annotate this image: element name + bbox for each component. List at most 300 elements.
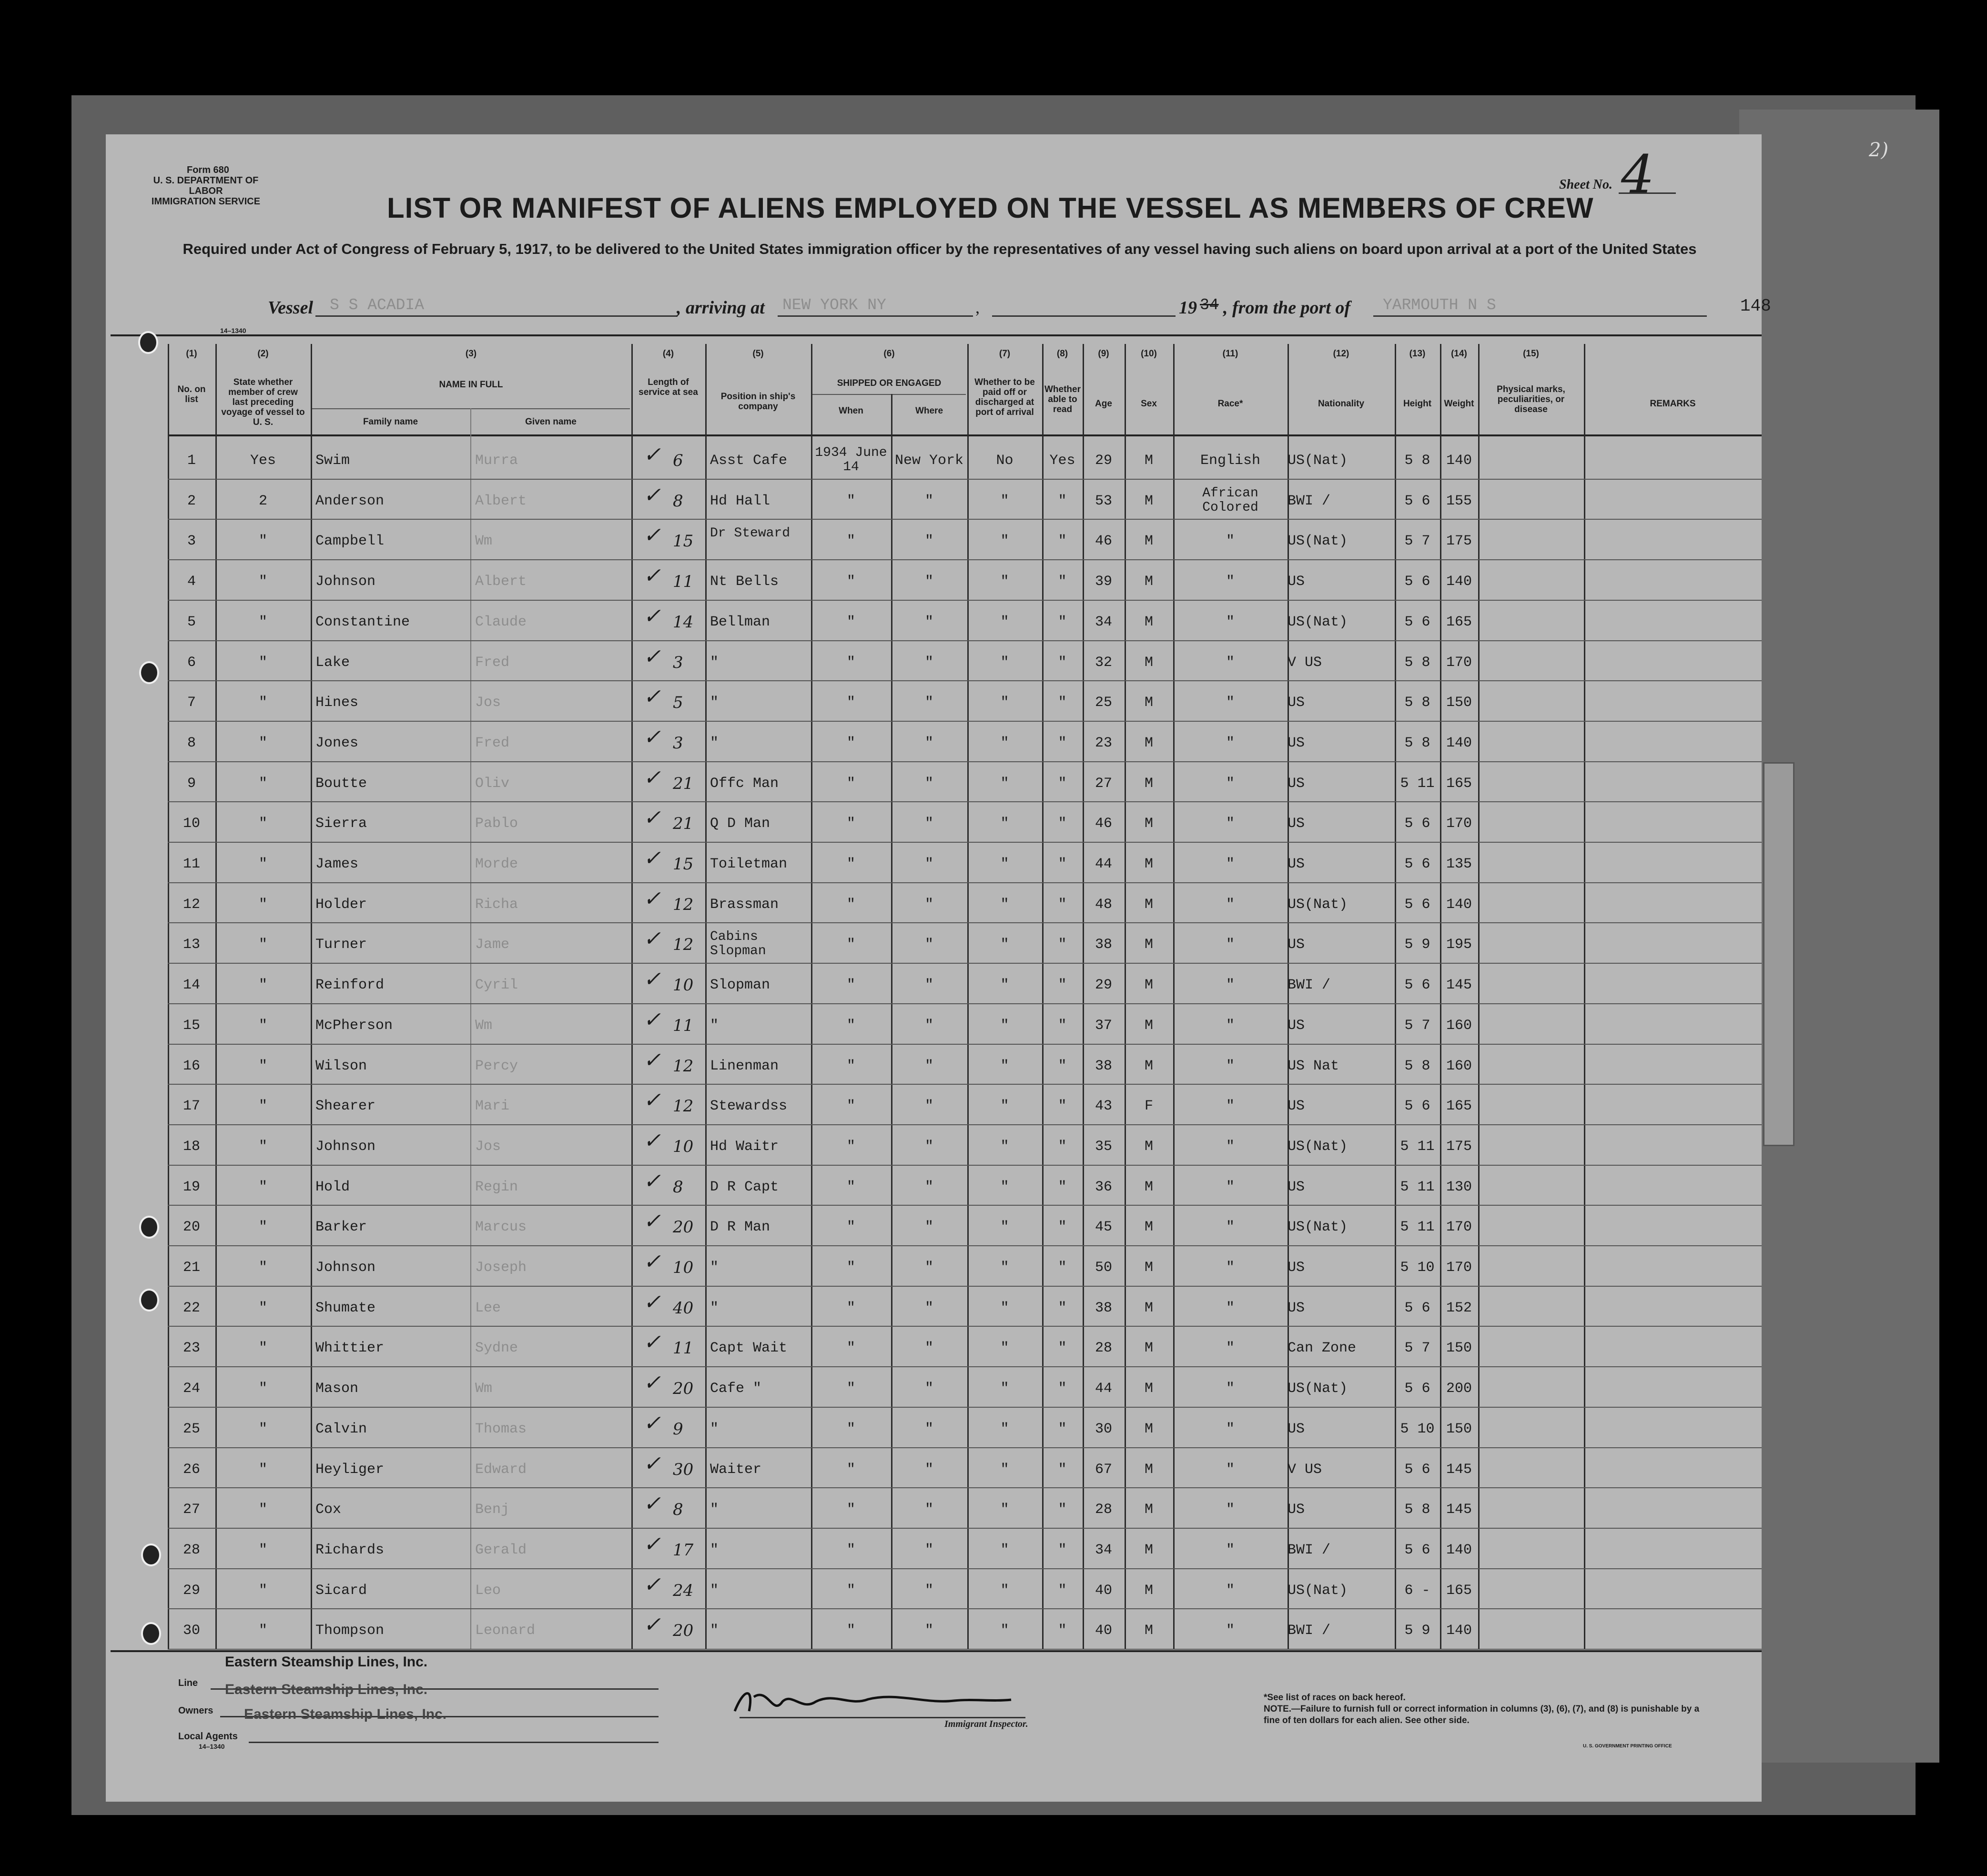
row-9-where: " <box>924 775 933 792</box>
row-13-state: " <box>258 937 267 953</box>
row-30-height: 5 9 <box>1404 1623 1430 1639</box>
row-11-position: Toiletman <box>710 856 788 872</box>
row-21-sex: M <box>1144 1260 1153 1276</box>
row-27-read: " <box>1058 1502 1067 1518</box>
row-29-given: Leo <box>475 1582 501 1599</box>
row-9-height: 5 11 <box>1400 775 1435 792</box>
row-22-no: 22 <box>182 1300 200 1316</box>
col-header-no: No. on list <box>177 384 206 404</box>
row-21-when: " <box>846 1260 855 1276</box>
row-19-state: " <box>258 1179 267 1195</box>
row-1-nationality: US(Nat) <box>1287 453 1348 469</box>
row-12-nationality: US(Nat) <box>1287 896 1348 913</box>
row-24-when: " <box>846 1381 855 1397</box>
row-28-when: " <box>846 1542 855 1558</box>
row-29-race: " <box>1226 1582 1235 1599</box>
row-18-no: 18 <box>182 1138 200 1155</box>
row-4-given: Albert <box>475 574 527 590</box>
row-10-sex: M <box>1144 816 1153 832</box>
row-24-age: 44 <box>1095 1381 1112 1397</box>
col-num-5: (5) <box>752 349 764 359</box>
row-3-no: 3 <box>187 533 196 550</box>
bottom-form-code: 14–1340 <box>199 1743 225 1750</box>
row-26-race: " <box>1226 1461 1235 1478</box>
row-15-length: 11 <box>673 1016 694 1035</box>
row-18-given: Jos <box>475 1138 501 1155</box>
row-29-where: " <box>924 1582 933 1599</box>
row-8-state: " <box>258 735 267 751</box>
row-20-age: 45 <box>1095 1219 1112 1236</box>
row-9-race: " <box>1226 775 1235 792</box>
row-11-paid: " <box>1000 856 1009 872</box>
row-3-height: 5 7 <box>1404 533 1430 550</box>
row-11-height: 5 6 <box>1404 856 1430 872</box>
manifest-sheet: Form 680 U. S. DEPARTMENT OF LABOR IMMIGRATION SERVICE LIST OR MANIFEST OF ALIENS EMPLOYED ON THE VESSEL AS MEMBERS OF CREW Sheet No. 4 2) Required under Act of Congress of February 5, 1917, to be delivered to the United States immigration officer by the representatives of any vessel having such aliens on board upon arrival at a port of the United States Vessel S S ACADIA , arriving at NEW YORK NY , 19 34 , from the port of YARMOUTH N S 148 14–1340 (1) (2) (3) (4) (5) (6) (7) (8) (9) (10) (11) (12) (13) (14) (15) No. on list State whether member of crew last preceding voyage of vessel to U. S. NAME IN FULL Family name Given name Length of service at sea Position in ship's company SHIPPED OR ENGAGED When Where Whether to be paid off or discharged at port of arrival Whether able to read Age Sex Race* Nationality Height Weight Physical marks, peculiarities, or disease REMARKS 1 Yes Swim Murra 6 Asst Cafe 1934 June 14 New York No Yes 29 M English US(Nat) 5 8 140 ✓ 2 2 Anderson Albert 8 Hd Hall " " " " 53 M African Colored BWI / 5 6 155 ✓ 3 " Campbell Wm 15 Dr Steward " " " " 46 M " US(Nat) 5 7 175 ✓ 4 " Johnson Albert 11 Nt Bells " " " " 39 M " US 5 6 140 ✓ 5 " Constantine Claude 14 Bellman " " " " 34 M " US(Nat) 5 6 165 ✓ 6 " Lake Fred 3 " " " " " 32 M " V US 5 8 170 ✓ 7 " Hines Jos 5 " " " " " 25 M " US 5 8 150 ✓ 8 " Jones Fred 3 " " " " " 23 M " US 5 8 140 ✓ 9 " Boutte Oliv 21 Offc Man " " " " 27 M " US 5 11 165 ✓ 10 " Sierra Pablo 21 Q D Man " " " " 46 M " US 5 6 170 ✓ 11 " James Morde 15 Toiletman " " " " 44 M " US 5 6 135 ✓ 12 " Holder Richa 12 Brassman " " " " 48 M " US(Nat) 5 6 140 ✓ 13 " Turner Jame 12 Cabins Slopman " " " " 38 M " US 5 9 195 ✓ 14 " Reinford Cyril 10 Slopman " " " " 29 M " BWI / 5 6 145 ✓ 15 " McPherson Wm 11 " " " " " 37 M " US 5 7 160 ✓ 16 " Wilson Percy 12 Linenman " " " " 38 M " US Nat 5 8 160 ✓ 17 " Shearer Mari 12 Stewardss " " " " 43 F " US 5 6 165 ✓ 18 " Johnson Jos 10 Hd Waitr " " " " 35 M " US(Nat) 5 11 175 ✓ 19 " Hold Regin 8 D R Capt " " " " 36 M " US 5 11 130 ✓ 20 " Barker Marcus 20 D R Man " " " " 45 M " US(Nat) 5 11 170 ✓ 21 " Johnson Joseph 10 " " " " " 50 M " US 5 10 170 ✓ 22 " Shumate Lee 40 " " " " " 38 M " US 5 6 152 ✓ 23 " Whittier Sydne 11 Capt Wait " " " " 28 M " Can Zone 5 7 150 ✓ 24 " Mason Wm 20 Cafe " " " " " 44 M " US(Nat) 5 6 200 ✓ 25 " Calvin Thomas 9 " " " " " 30 M " US 5 10 150 ✓ 26 " Heyliger Edward 30 Waiter " " " " 67 M " V US 5 6 145 ✓ 27 " Cox Benj 8 " " " " " 28 M " US 5 8 145 ✓ 28 " Richards Gerald 17 " " " " " 34 M " BWI / 5 6 140 ✓ 29 " Sicard Leo 24 " " " " " 40 M " US(Nat) 6 - 165 ✓ 30 " Thompson Leonard 20 " " " " " 40 M " BWI / 5 9 140 ✓ Eastern Steamship Lines, Inc. Line Eastern Steamship Lines, Inc. Owners Eastern Steamship Lines, Inc. Local Agents 14–1340 Immigrant Inspector. *See list of races on back hereof. NOTE.—Failure to furnish full or correct information in columns (3), (6), (7), and (8) is punishable by a fine of ten dollars for each alien. See other side. U. S. GOVERNMENT PRINTING OFFICE <box>106 134 1762 1802</box>
row-18-length: 10 <box>673 1137 694 1156</box>
row-4-position: Nt Bells <box>710 574 779 590</box>
row-24-nationality: US(Nat) <box>1287 1381 1348 1397</box>
row-8-no: 8 <box>187 735 196 751</box>
row-16-family: Wilson <box>315 1058 367 1074</box>
row-1-where: New York <box>894 453 964 469</box>
row-9-state: " <box>258 775 267 792</box>
col-header-when: When <box>839 406 863 416</box>
row-1-family: Swim <box>315 453 350 469</box>
row-12-read: " <box>1058 896 1067 913</box>
corner-mark: 2) <box>1869 139 1889 161</box>
row-28-no: 28 <box>182 1542 200 1558</box>
row-14-read: " <box>1058 977 1067 994</box>
row-29-sex: M <box>1144 1582 1153 1599</box>
row-1-state: Yes <box>250 453 276 469</box>
row-11-read: " <box>1058 856 1067 872</box>
row-30-paid: " <box>1000 1623 1009 1639</box>
row-30-nationality: BWI / <box>1287 1623 1331 1639</box>
row-25-paid: " <box>1000 1421 1009 1437</box>
row-15-height: 5 7 <box>1404 1017 1430 1034</box>
row-11-nationality: US <box>1287 856 1305 872</box>
row-16-length: 12 <box>673 1056 694 1076</box>
row-24-height: 5 6 <box>1404 1381 1430 1397</box>
col-num-13: (13) <box>1409 349 1426 359</box>
row-13-height: 5 9 <box>1404 937 1430 953</box>
owners-label: Owners <box>178 1705 213 1716</box>
row-1-length: 6 <box>673 451 683 470</box>
row-29-read: " <box>1058 1582 1067 1599</box>
row-19-read: " <box>1058 1179 1067 1195</box>
row-18-paid: " <box>1000 1138 1009 1155</box>
check-mark: ✓ <box>643 1492 661 1516</box>
row-16-position: Linenman <box>710 1058 779 1074</box>
background-tab <box>1763 762 1794 1146</box>
row-21-nationality: US <box>1287 1260 1305 1276</box>
row-29-length: 24 <box>673 1581 694 1600</box>
row-8-height: 5 8 <box>1404 735 1430 751</box>
row-24-read: " <box>1058 1381 1067 1397</box>
row-19-height: 5 11 <box>1400 1179 1435 1195</box>
row-5-weight: 165 <box>1446 614 1472 630</box>
line-label: Line <box>178 1678 198 1688</box>
row-1-when: 1934 June 14 <box>815 445 887 474</box>
row-12-state: " <box>258 896 267 913</box>
binder-hole <box>138 331 158 354</box>
row-2-where: " <box>924 493 933 509</box>
check-mark: ✓ <box>643 1330 661 1355</box>
row-3-read: " <box>1058 533 1067 550</box>
row-22-where: " <box>924 1300 933 1316</box>
row-2-when: " <box>846 493 855 509</box>
row-22-when: " <box>846 1300 855 1316</box>
check-mark: ✓ <box>643 1613 661 1637</box>
row-20-weight: 170 <box>1446 1219 1472 1236</box>
row-29-family: Sicard <box>315 1582 367 1599</box>
col-header-family: Family name <box>363 417 418 427</box>
row-15-age: 37 <box>1095 1017 1112 1034</box>
row-4-where: " <box>924 574 933 590</box>
row-10-age: 46 <box>1095 816 1112 832</box>
row-29-paid: " <box>1000 1582 1009 1599</box>
row-3-given: Wm <box>475 533 493 550</box>
row-23-nationality: Can Zone <box>1287 1340 1357 1357</box>
row-28-sex: M <box>1144 1542 1153 1558</box>
check-mark: ✓ <box>643 1048 661 1072</box>
row-19-length: 8 <box>673 1177 683 1197</box>
row-28-family: Richards <box>315 1542 385 1558</box>
row-23-paid: " <box>1000 1340 1009 1357</box>
row-20-position: D R Man <box>710 1219 770 1236</box>
row-23-age: 28 <box>1095 1340 1112 1357</box>
row-1-sex: M <box>1144 453 1153 469</box>
row-27-paid: " <box>1000 1502 1009 1518</box>
check-mark: ✓ <box>643 886 661 911</box>
form-number: Form 680 <box>187 165 229 175</box>
row-4-when: " <box>846 574 855 590</box>
row-28-nationality: BWI / <box>1287 1542 1331 1558</box>
row-13-length: 12 <box>673 935 694 955</box>
row-15-position: " <box>710 1017 719 1034</box>
row-26-age: 67 <box>1095 1461 1112 1478</box>
row-2-height: 5 6 <box>1404 493 1430 509</box>
row-1-height: 5 8 <box>1404 453 1430 469</box>
row-9-sex: M <box>1144 775 1153 792</box>
row-13-no: 13 <box>182 937 200 953</box>
binder-hole <box>139 1289 159 1311</box>
row-13-when: " <box>846 937 855 953</box>
row-13-where: " <box>924 937 933 953</box>
row-20-race: " <box>1226 1219 1235 1236</box>
row-17-when: " <box>846 1098 855 1115</box>
check-mark: ✓ <box>643 443 661 467</box>
row-15-weight: 160 <box>1446 1017 1472 1034</box>
row-7-weight: 150 <box>1446 695 1472 711</box>
row-30-weight: 140 <box>1446 1623 1472 1639</box>
row-27-given: Benj <box>475 1502 510 1518</box>
check-mark: ✓ <box>643 846 661 870</box>
row-4-age: 39 <box>1095 574 1112 590</box>
row-1-weight: 140 <box>1446 453 1472 469</box>
row-27-sex: M <box>1144 1502 1153 1518</box>
row-16-given: Percy <box>475 1058 518 1074</box>
check-mark: ✓ <box>643 927 661 951</box>
row-11-sex: M <box>1144 856 1153 872</box>
row-4-family: Johnson <box>315 574 376 590</box>
row-14-age: 29 <box>1095 977 1112 994</box>
row-25-no: 25 <box>182 1421 200 1437</box>
row-29-age: 40 <box>1095 1582 1112 1599</box>
row-19-where: " <box>924 1179 933 1195</box>
row-25-given: Thomas <box>475 1421 527 1437</box>
row-17-family: Shearer <box>315 1098 376 1115</box>
row-2-state: 2 <box>258 493 267 509</box>
col-num-3: (3) <box>465 349 477 359</box>
row-6-position: " <box>710 654 719 671</box>
row-17-age: 43 <box>1095 1098 1112 1115</box>
row-27-state: " <box>258 1502 267 1518</box>
row-18-state: " <box>258 1138 267 1155</box>
arriving-label: , arriving at <box>677 298 765 318</box>
check-mark: ✓ <box>643 1250 661 1274</box>
row-12-no: 12 <box>182 896 200 913</box>
row-23-length: 11 <box>673 1339 694 1358</box>
row-28-position: " <box>710 1542 719 1558</box>
col-num-11: (11) <box>1222 349 1238 359</box>
row-24-position: Cafe " <box>710 1381 762 1397</box>
row-17-sex: F <box>1144 1098 1153 1115</box>
row-17-no: 17 <box>182 1098 200 1115</box>
check-mark: ✓ <box>643 1209 661 1234</box>
row-25-length: 9 <box>673 1419 683 1439</box>
row-4-nationality: US <box>1287 574 1305 590</box>
row-6-where: " <box>924 654 933 671</box>
row-14-state: " <box>258 977 267 994</box>
row-11-given: Morde <box>475 856 518 872</box>
row-15-family: McPherson <box>315 1017 393 1034</box>
row-8-nationality: US <box>1287 735 1305 751</box>
row-27-nationality: US <box>1287 1502 1305 1518</box>
row-6-given: Fred <box>475 654 510 671</box>
row-24-paid: " <box>1000 1381 1009 1397</box>
form-id-block <box>144 165 268 207</box>
binder-hole <box>141 1543 161 1566</box>
row-21-no: 21 <box>182 1260 200 1276</box>
row-10-nationality: US <box>1287 816 1305 832</box>
row-30-age: 40 <box>1095 1623 1112 1639</box>
row-17-where: " <box>924 1098 933 1115</box>
row-8-when: " <box>846 735 855 751</box>
row-14-family: Reinford <box>315 977 385 994</box>
row-4-read: " <box>1058 574 1067 590</box>
col-header-given: Given name <box>525 417 577 427</box>
row-7-where: " <box>924 695 933 711</box>
vessel-label: Vessel <box>268 298 313 318</box>
row-1-given: Murra <box>475 453 518 469</box>
row-8-family: Jones <box>315 735 359 751</box>
check-mark: ✓ <box>643 1572 661 1597</box>
row-22-age: 38 <box>1095 1300 1112 1316</box>
row-19-no: 19 <box>182 1179 200 1195</box>
row-21-given: Joseph <box>475 1260 527 1276</box>
vessel-name: S S ACADIA <box>330 296 425 314</box>
row-26-given: Edward <box>475 1461 527 1478</box>
row-16-weight: 160 <box>1446 1058 1472 1074</box>
row-2-position: Hd Hall <box>710 493 770 509</box>
row-9-paid: " <box>1000 775 1009 792</box>
row-18-age: 35 <box>1095 1138 1112 1155</box>
row-19-when: " <box>846 1179 855 1195</box>
row-14-nationality: BWI / <box>1287 977 1331 994</box>
row-6-family: Lake <box>315 654 350 671</box>
row-22-family: Shumate <box>315 1300 376 1316</box>
row-5-where: " <box>924 614 933 630</box>
row-6-sex: M <box>1144 654 1153 671</box>
row-28-state: " <box>258 1542 267 1558</box>
row-7-race: " <box>1226 695 1235 711</box>
arriving-port: NEW YORK NY <box>782 296 886 314</box>
row-21-length: 10 <box>673 1258 694 1277</box>
row-11-race: " <box>1226 856 1235 872</box>
row-16-nationality: US Nat <box>1287 1058 1339 1074</box>
row-5-read: " <box>1058 614 1067 630</box>
row-8-where: " <box>924 735 933 751</box>
row-26-no: 26 <box>182 1461 200 1478</box>
check-mark: ✓ <box>643 1411 661 1435</box>
row-24-where: " <box>924 1381 933 1397</box>
col-header-read: Whether able to read <box>1044 384 1081 414</box>
row-11-family: James <box>315 856 359 872</box>
row-3-family: Campbell <box>315 533 385 550</box>
row-27-when: " <box>846 1502 855 1518</box>
row-19-sex: M <box>1144 1179 1153 1195</box>
row-10-paid: " <box>1000 816 1009 832</box>
row-17-position: Stewardss <box>710 1098 788 1115</box>
row-11-state: " <box>258 856 267 872</box>
row-8-race: " <box>1226 735 1235 751</box>
row-14-weight: 145 <box>1446 977 1472 994</box>
row-8-age: 23 <box>1095 735 1112 751</box>
check-mark: ✓ <box>643 765 661 790</box>
col-num-2: (2) <box>257 349 269 359</box>
row-4-length: 11 <box>673 572 694 592</box>
page-title: LIST OR MANIFEST OF ALIENS EMPLOYED ON THE VESSEL AS MEMBERS OF CREW <box>387 192 1594 224</box>
row-17-weight: 165 <box>1446 1098 1472 1115</box>
row-25-age: 30 <box>1095 1421 1112 1437</box>
row-12-when: " <box>846 896 855 913</box>
row-20-height: 5 11 <box>1400 1219 1435 1236</box>
row-2-read: " <box>1058 493 1067 509</box>
row-26-sex: M <box>1144 1461 1153 1478</box>
year-label: 19 <box>1179 298 1197 318</box>
row-20-state: " <box>258 1219 267 1236</box>
col-header-position: Position in ship's company <box>720 392 796 412</box>
row-1-age: 29 <box>1095 453 1112 469</box>
col-num-8: (8) <box>1056 349 1068 359</box>
row-23-family: Whittier <box>315 1340 385 1357</box>
row-24-given: Wm <box>475 1381 493 1397</box>
footnote <box>1264 1692 1702 1726</box>
sheet-number: 4 <box>1621 144 1654 205</box>
row-5-when: " <box>846 614 855 630</box>
col-header-marks: Physical marks, peculiarities, or disease <box>1497 384 1565 414</box>
line-value: Eastern Steamship Lines, Inc. <box>225 1654 428 1670</box>
row-24-state: " <box>258 1381 267 1397</box>
row-2-paid: " <box>1000 493 1009 509</box>
row-10-weight: 170 <box>1446 816 1472 832</box>
row-12-weight: 140 <box>1446 896 1472 913</box>
check-mark: ✓ <box>643 604 661 628</box>
row-11-when: " <box>846 856 855 872</box>
row-3-when: " <box>846 533 855 550</box>
check-mark: ✓ <box>643 483 661 507</box>
row-21-race: " <box>1226 1260 1235 1276</box>
col-num-7: (7) <box>999 349 1011 359</box>
row-27-no: 27 <box>182 1502 200 1518</box>
row-16-age: 38 <box>1095 1058 1112 1074</box>
row-13-read: " <box>1058 937 1067 953</box>
check-mark: ✓ <box>643 685 661 709</box>
check-mark: ✓ <box>643 1290 661 1314</box>
row-5-age: 34 <box>1095 614 1112 630</box>
row-4-state: " <box>258 574 267 590</box>
row-17-nationality: US <box>1287 1098 1305 1115</box>
check-mark: ✓ <box>643 1128 661 1153</box>
row-20-where: " <box>924 1219 933 1236</box>
row-16-when: " <box>846 1058 855 1074</box>
row-13-family: Turner <box>315 937 367 953</box>
row-5-family: Constantine <box>315 614 410 630</box>
row-30-state: " <box>258 1623 267 1639</box>
row-23-weight: 150 <box>1446 1340 1472 1357</box>
row-15-paid: " <box>1000 1017 1009 1034</box>
row-30-read: " <box>1058 1623 1067 1639</box>
row-26-when: " <box>846 1461 855 1478</box>
row-23-where: " <box>924 1340 933 1357</box>
row-7-when: " <box>846 695 855 711</box>
row-12-where: " <box>924 896 933 913</box>
check-mark: ✓ <box>643 1007 661 1032</box>
row-13-paid: " <box>1000 937 1009 953</box>
row-18-when: " <box>846 1138 855 1155</box>
row-20-family: Barker <box>315 1219 367 1236</box>
row-3-length: 15 <box>673 532 694 551</box>
row-2-given: Albert <box>475 493 527 509</box>
row-12-age: 48 <box>1095 896 1112 913</box>
row-16-race: " <box>1226 1058 1235 1074</box>
row-2-length: 8 <box>673 491 683 511</box>
row-29-state: " <box>258 1582 267 1599</box>
row-5-no: 5 <box>187 614 196 630</box>
row-9-age: 27 <box>1095 775 1112 792</box>
row-26-height: 5 6 <box>1404 1461 1430 1478</box>
row-28-race: " <box>1226 1542 1235 1558</box>
row-19-given: Regin <box>475 1179 518 1195</box>
row-21-paid: " <box>1000 1260 1009 1276</box>
col-num-6: (6) <box>883 349 895 359</box>
row-1-position: Asst Cafe <box>710 453 788 469</box>
row-4-sex: M <box>1144 574 1153 590</box>
row-5-race: " <box>1226 614 1235 630</box>
row-12-height: 5 6 <box>1404 896 1430 913</box>
binder-hole <box>141 1622 161 1645</box>
row-15-where: " <box>924 1017 933 1034</box>
col-header-height: Height <box>1403 399 1432 409</box>
row-15-sex: M <box>1144 1017 1153 1034</box>
row-7-sex: M <box>1144 695 1153 711</box>
row-5-state: " <box>258 614 267 630</box>
row-25-sex: M <box>1144 1421 1153 1437</box>
penalty-note: NOTE.—Failure to furnish full or correct information in columns (3), (6), (7), and (8) is punishable by a fine of ten dollars for each alien. See other side. <box>1264 1704 1700 1725</box>
row-6-length: 3 <box>673 653 683 672</box>
col-header-shipped: SHIPPED OR ENGAGED <box>837 378 942 388</box>
